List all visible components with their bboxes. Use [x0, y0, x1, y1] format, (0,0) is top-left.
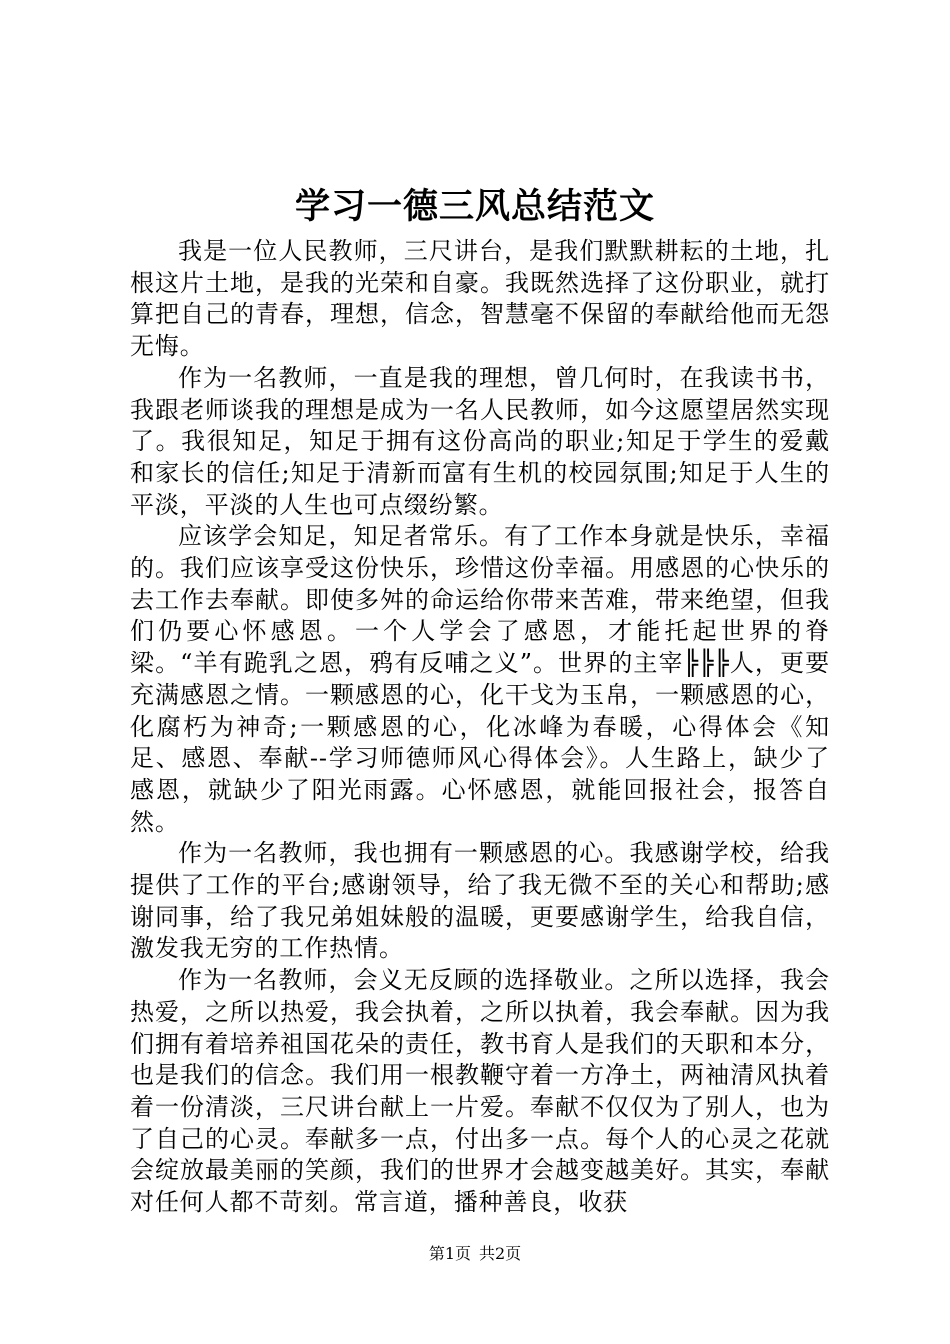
paragraph-5: 作为一名教师，会义无反顾的选择敬业。之所以选择，我会热爱，之所以热爱，我会执着，之所以执着，我会奉献。因为我们拥有着培养祖国花朵的责任，教书育人是我们的天职和本分，也是我们的信念。我们用一根教鞭守着一方净土，两袖清风执着着一份清淡，三尺讲台献上一片爱。奉献不仅仅为了别人，也为了自己的心灵。奉献多一点，付出多一点。每个人的心灵之花就会绽放最美丽的笑颜，我们的世界才会越变越美好。其实，奉献对任何人都不苛刻。常言道，播种善良，收获: [130, 966, 830, 1217]
paragraph-4: 作为一名教师，我也拥有一颗感恩的心。我感谢学校，给我提供了工作的平台;感谢领导，给了我无微不至的关心和帮助;感谢同事，给了我兄弟姐妹般的温暖，更要感谢学生，给我自信，激发我无穷的工作热情。: [130, 839, 830, 963]
paragraph-1: 我是一位人民教师，三尺讲台，是我们默默耕耘的土地，扎根这片土地，是我的光荣和自豪。我既然选择了这份职业，就打算把自己的青春，理想，信念，智慧毫不保留的奉献给他而无怨无悔。: [130, 237, 830, 361]
page-total: 共2页: [479, 1244, 522, 1263]
document-body: [130, 236, 830, 1219]
paragraph-3: 应该学会知足，知足者常乐。有了工作本身就是快乐，幸福的。我们应该享受这份快乐，珍惜这份幸福。用感恩的心快乐的去工作去奉献。即使多舛的命运给你带来苦难，带来绝望，但我们仍要心怀感恩。一个人学会了感恩，才能托起世界的脊梁。“羊有跪乳之恩，鸦有反哺之义”。世界的主宰╠╠╠人，更要充满感恩之情。一颗感恩的心，化干戈为玉帛，一颗感恩的心，化腐朽为神奇;一颗感恩的心，化冰峰为春暖，心得体会《知足、感恩、奉献--学习师德师风心得体会》。人生路上，缺少了感恩，就缺少了阳光雨露。心怀感恩，就能回报社会，报答自然。: [130, 522, 830, 836]
document-title: 学习一德三风总结范文: [294, 186, 655, 227]
paragraph-2: 作为一名教师，一直是我的理想，曾几何时，在我读书书，我跟老师谈我的理想是成为一名人民教师，如今这愿望居然实现了。我很知足，知足于拥有这份高尚的职业;知足于学生的爱戴和家长的信任;知足于清新而富有生机的校园氛围;知足于人生的平淡，平淡的人生也可点缀纷繁。: [130, 363, 830, 519]
page-number: 第1页: [428, 1244, 471, 1263]
page-footer: [0, 1243, 950, 1265]
